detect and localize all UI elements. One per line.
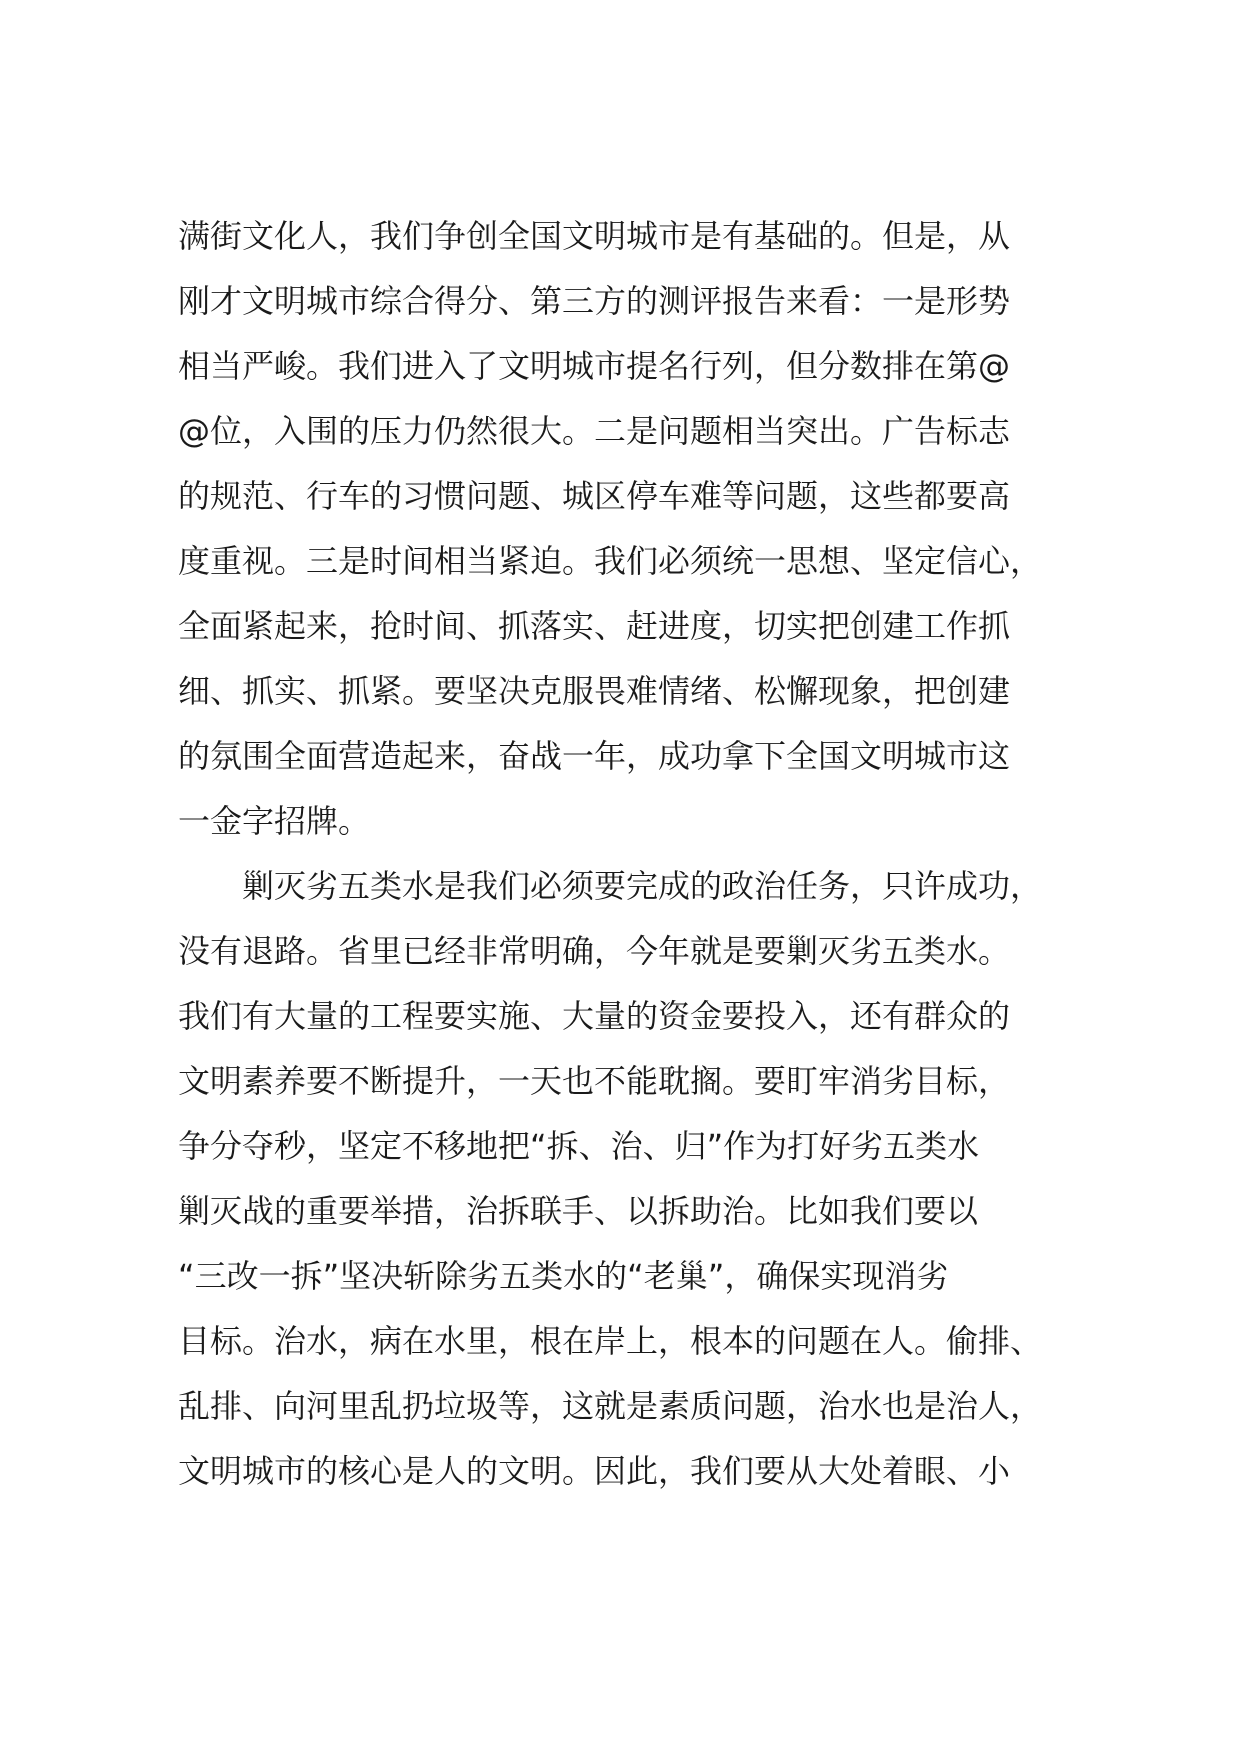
- text-line: 文明城市的核心是人的文明。因此，我们要从大处着眼、小: [178, 1452, 1011, 1490]
- text-line: 争分夺秒，坚定不移地把“拆、治、归”作为打好劣五类水: [178, 1127, 980, 1165]
- text-line: 乱排、向河里乱扔垃圾等，这就是素质问题，治水也是治人，: [178, 1387, 1043, 1425]
- text-line: 一金字招牌。: [178, 802, 371, 840]
- body-text: [178, 204, 1108, 1504]
- text-line: 剿灭战的重要举措，治拆联手、以拆助治。比如我们要以: [178, 1192, 979, 1230]
- text-line: 全面紧起来，抢时间、抓落实、赶进度，切实把创建工作抓: [178, 607, 1011, 645]
- text-line: 剿灭劣五类水是我们必须要完成的政治任务，只许成功，: [178, 867, 1043, 905]
- text-line: 没有退路。省里已经非常明确，今年就是要剿灭劣五类水。: [178, 932, 1011, 970]
- text-line: 文明素养要不断提升，一天也不能耽搁。要盯牢消劣目标，: [178, 1062, 1011, 1100]
- text-line: 的氛围全面营造起来，奋战一年，成功拿下全国文明城市这: [178, 737, 1011, 775]
- text-line: @位，入围的压力仍然很大。二是问题相当突出。广告标志: [178, 412, 1011, 450]
- text-line: 相当严峻。我们进入了文明城市提名行列，但分数排在第@: [178, 347, 1011, 385]
- text-line: 我们有大量的工程要实施、大量的资金要投入，还有群众的: [178, 997, 1011, 1035]
- text-line: 刚才文明城市综合得分、第三方的测评报告来看：一是形势: [178, 282, 1011, 320]
- text-line: “三改一拆”坚决斩除劣五类水的“老巢”，确保实现消劣: [178, 1257, 949, 1295]
- text-line: 满街文化人，我们争创全国文明城市是有基础的。但是，从: [178, 217, 1011, 255]
- text-line: 的规范、行车的习惯问题、城区停车难等问题，这些都要高: [178, 477, 1011, 515]
- text-line: 细、抓实、抓紧。要坚决克服畏难情绪、松懈现象，把创建: [178, 672, 1011, 710]
- text-line: 目标。治水，病在水里，根在岸上，根本的问题在人。偷排、: [178, 1322, 1043, 1360]
- text-line: 度重视。三是时间相当紧迫。我们必须统一思想、坚定信心，: [178, 542, 1043, 580]
